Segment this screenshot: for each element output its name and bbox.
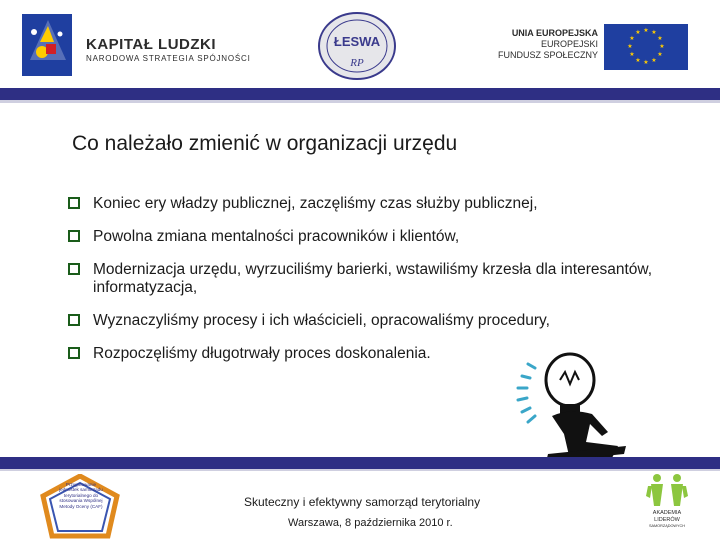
bottom-band-shadow [0, 469, 720, 471]
bullet-text: Koniec ery władzy publicznej, zaczęliśmy czas służby publicznej, [93, 195, 538, 212]
eu-flag-icon [604, 24, 688, 70]
akademia-liderow-logo [640, 472, 694, 540]
top-band [0, 88, 720, 100]
kapital-ludzki-logo [22, 14, 72, 76]
kl-title: KAPITAŁ LUDZKI [86, 36, 217, 53]
list-item [68, 195, 668, 213]
svg-text:★: ★ [651, 57, 657, 64]
svg-text:★: ★ [635, 57, 641, 64]
list-item [68, 228, 668, 246]
leswa-seal-logo [316, 10, 398, 82]
svg-text:★: ★ [643, 59, 649, 66]
ue-text [498, 28, 598, 61]
svg-text:★: ★ [659, 43, 665, 50]
ue-line3: FUNDUSZ SPOŁECZNY [497, 50, 598, 60]
header-bar [0, 0, 720, 88]
svg-text:★: ★ [657, 51, 663, 58]
top-band-shadow [0, 100, 720, 103]
bullet-text: Modernizacja urzędu, wyrzuciliśmy barierki, wstawiliśmy krzesła dla interesantów, informatyzacja, [93, 261, 653, 296]
slide-title: Co należało zmienić w organizacji urzędu [72, 132, 458, 155]
ue-line1: UNIA EUROPEJSKA [511, 28, 598, 38]
bullet-text: Rozpoczęliśmy długotrwały proces doskonalenia. [93, 345, 431, 362]
seal-bottom-text: RP [350, 57, 364, 69]
lightbulb-man-illustration [508, 350, 648, 462]
checkbox-bullet-icon [68, 347, 80, 359]
seal-top-text: ŁESWA [333, 34, 381, 49]
checkbox-bullet-icon [68, 230, 80, 242]
footer-title: Skuteczny i efektywny samorząd terytorialny [244, 495, 481, 509]
svg-text:★: ★ [657, 35, 663, 42]
akademia-text [640, 510, 694, 530]
checkbox-bullet-icon [68, 263, 80, 275]
bullet-text: Powolna zmiana mentalności pracowników i klientów, [93, 228, 460, 245]
list-item [68, 312, 668, 330]
list-item [68, 261, 668, 297]
akademia-line1: AKADEMIA [652, 510, 682, 516]
svg-text:★: ★ [643, 27, 649, 34]
bullet-text: Wyznaczyliśmy procesy i ich właścicieli, opracowaliśmy procedury, [93, 312, 550, 329]
akademia-line2: LIDERÓW [654, 516, 680, 523]
checkbox-bullet-icon [68, 314, 80, 326]
checkbox-bullet-icon [68, 197, 80, 209]
svg-text:★: ★ [629, 35, 635, 42]
caf-pentagon-text: Przygotowanie jednostek samorządu terytorialnego do stosowania Wspólnej Metody Oceny (CAF) [59, 482, 103, 509]
svg-text:★: ★ [627, 43, 633, 50]
bottom-band [0, 457, 720, 469]
svg-text:★: ★ [635, 29, 641, 36]
ue-line2: EUROPEJSKI [540, 39, 598, 49]
bullet-list [68, 195, 668, 363]
akademia-line3: SAMORZĄDOWYCH [648, 524, 686, 528]
svg-text:★: ★ [651, 29, 657, 36]
footer-date: Warszawa, 8 października 2010 r. [288, 517, 453, 529]
kl-subtitle: NARODOWA STRATEGIA SPÓJNOŚCI [86, 54, 251, 63]
svg-text:★: ★ [629, 51, 635, 58]
